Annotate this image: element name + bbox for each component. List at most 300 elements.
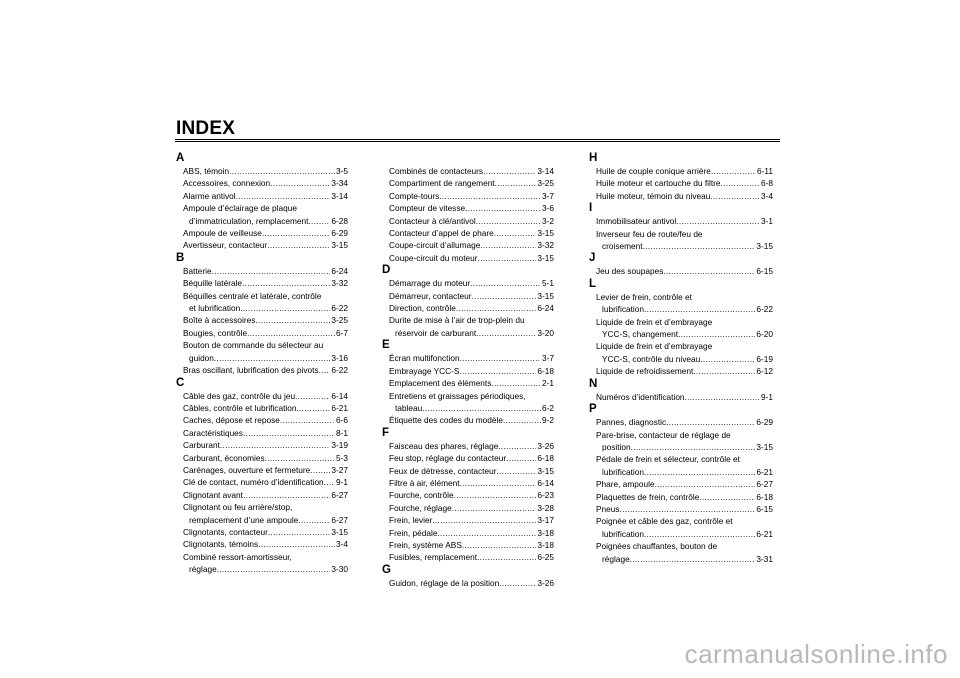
index-entry-text: Clignotant avant [183, 489, 243, 500]
dot-leader [503, 414, 541, 426]
index-entry-line [596, 416, 773, 428]
index-entry-text: Avertisseur, contacteur [183, 240, 268, 251]
index-page-number: 6-28 [331, 215, 348, 226]
index-entry-line [389, 202, 554, 214]
index-letter-heading: H [589, 152, 598, 164]
index-entry-line [183, 489, 348, 501]
dot-leader [298, 514, 330, 526]
index-entry [382, 190, 554, 202]
index-page-number: 3-15 [537, 252, 554, 263]
index-entry-line [389, 215, 554, 227]
index-entry [382, 365, 554, 377]
dot-leader [460, 477, 537, 489]
index-page-number: 3-15 [537, 290, 554, 301]
index-entry-line [183, 526, 348, 538]
index-page-number: 9-1 [761, 391, 773, 402]
index-entry-line [596, 365, 773, 377]
index-page-number: 6-18 [756, 491, 773, 502]
index-column-2 [382, 152, 554, 589]
dot-leader [495, 177, 537, 189]
index-entry-text: Poignée et câble des gaz, contrôle et [596, 516, 733, 527]
index-entry [589, 291, 773, 316]
index-entry-line [596, 190, 773, 202]
index-entry-text: Coupe-circuit d’allumage [389, 240, 481, 251]
index-entry-line [389, 577, 554, 589]
index-entry [382, 577, 554, 589]
index-entry-text: Caches, dépose et repose [183, 415, 280, 426]
index-entry [176, 464, 348, 476]
index-entry-text: réglage [189, 564, 217, 575]
index-entry [589, 515, 773, 540]
index-page-number: 6-24 [537, 303, 554, 314]
index-entry [589, 228, 773, 253]
index-entry [176, 190, 348, 202]
index-entry-line [183, 563, 348, 575]
index-page-number: 6-29 [331, 228, 348, 239]
index-entry-line [183, 165, 348, 177]
index-entry [176, 452, 348, 464]
index-entry [589, 316, 773, 341]
index-entry-line [596, 503, 773, 515]
index-entry [382, 290, 554, 302]
index-entry [176, 327, 348, 339]
index-entry [589, 365, 773, 377]
index-entry-line [183, 352, 348, 364]
index-entry [176, 265, 348, 277]
index-entry [176, 526, 348, 538]
index-page-number: 3-27 [331, 464, 348, 475]
index-entry [176, 427, 348, 439]
index-entry-text: Clignotant ou feu arrière/stop, [183, 502, 293, 513]
index-entry-text: Poignées chauffantes, bouton de [596, 541, 718, 552]
index-entry [382, 215, 554, 227]
index-entry-text: Batterie [183, 265, 212, 276]
index-entry [382, 502, 554, 514]
dot-leader [459, 365, 536, 377]
index-column-1 [176, 152, 348, 576]
index-page-number: 3-15 [331, 526, 348, 537]
dot-leader [465, 202, 541, 214]
title-rule [175, 139, 780, 142]
dot-leader [663, 265, 755, 277]
index-entry [176, 239, 348, 251]
index-entry [382, 489, 554, 501]
dot-leader [240, 302, 330, 314]
dot-leader [270, 177, 330, 189]
index-entry [589, 265, 773, 277]
index-entry-line [183, 402, 348, 414]
index-page-number: 3-2 [542, 215, 554, 226]
index-entry-line [183, 452, 348, 464]
index-page-number: 6-23 [537, 490, 554, 501]
index-letter-heading [382, 152, 554, 165]
dot-leader [255, 314, 330, 326]
index-entry-text: Béquille latérale [183, 278, 243, 289]
index-entry-line [183, 427, 348, 439]
index-entry-line [596, 340, 773, 352]
index-entry-text: Plaquettes de frein, contrôle [596, 491, 700, 502]
index-entry [589, 491, 773, 503]
index-entry-line [183, 514, 348, 526]
index-entry-line [596, 429, 773, 441]
dot-leader [721, 177, 760, 189]
index-entry-text: ABS, témoin [183, 166, 230, 176]
index-page-number: 6-8 [761, 178, 773, 189]
index-entry [176, 414, 348, 426]
index-entry-line [389, 252, 554, 264]
index-entry-text: tableau [395, 402, 423, 413]
index-page-number: 3-14 [537, 166, 554, 176]
index-entry [382, 440, 554, 452]
dot-leader [280, 414, 335, 426]
index-entry-line [596, 228, 773, 240]
index-page-number: 3-26 [537, 577, 554, 588]
index-entry-line [596, 240, 773, 252]
index-entry [589, 416, 773, 428]
index-entry [382, 314, 554, 339]
index-entry-text: Immobilisateur antivol [596, 216, 677, 227]
dot-leader [214, 352, 330, 364]
index-entry-line [596, 303, 773, 315]
index-entry-line [183, 364, 348, 376]
index-entry-line [389, 489, 554, 501]
index-page-number: 6-24 [331, 265, 348, 276]
index-entry [382, 165, 554, 177]
index-entry-line [389, 539, 554, 551]
index-entry-text: Jeu des soupapes [596, 266, 664, 277]
index-entry [176, 364, 348, 376]
dot-leader [676, 215, 760, 227]
index-entry-text: Embrayage YCC-S [389, 365, 460, 376]
dot-leader [666, 416, 755, 428]
index-entry [382, 239, 554, 251]
index-entry-text: réservoir de carburant [395, 327, 477, 338]
index-entry-line [596, 328, 773, 340]
index-entry [589, 478, 773, 490]
index-page-number: 6-6 [336, 415, 348, 426]
index-page-number: 3-7 [542, 190, 554, 201]
index-entry-line [596, 316, 773, 328]
index-entry-text: Bougies, contrôle [183, 327, 248, 338]
index-page-number: 3-15 [537, 228, 554, 239]
dot-leader [422, 402, 541, 414]
index-page-number: 3-18 [537, 527, 554, 538]
index-letter-heading: P [589, 403, 597, 416]
index-entry-line [183, 177, 348, 189]
index-entry-line [389, 302, 554, 314]
index-page-number: 6-19 [756, 353, 773, 364]
index-entry-text: Frein, levier [389, 515, 433, 526]
index-letter-heading: F [382, 426, 390, 439]
index-entry-line [183, 439, 348, 451]
index-entry [382, 390, 554, 415]
index-entry-text: Démarreur, contacteur [389, 290, 472, 301]
index-page-number: 6-29 [756, 417, 773, 428]
index-page-number: 3-1 [761, 216, 773, 227]
index-entry-text: Compte-tours [389, 190, 440, 201]
watermark: carmanualsonline.info [684, 639, 948, 669]
index-entry-text: Filtre à air, élément [389, 477, 460, 488]
index-entry-text: Fourche, réglage [389, 502, 452, 513]
index-entry [382, 465, 554, 477]
index-page-number: 6-7 [336, 327, 348, 338]
index-entry-text: Entretiens et graissages périodiques, [389, 390, 526, 401]
index-page-number: 6-18 [537, 453, 554, 464]
index-letter-heading: N [589, 377, 598, 390]
page-title: INDEX [176, 118, 236, 139]
index-page-number: 3-17 [537, 515, 554, 526]
index-entry-line [389, 352, 554, 364]
index-entry-line [183, 215, 348, 227]
index-entry-text: Carburant, économies [183, 452, 265, 463]
index-entry-line [596, 215, 773, 227]
index-entry-text: Combinés de contacteurs [389, 166, 484, 176]
index-entry [589, 340, 773, 365]
index-page-number: 6-27 [331, 514, 348, 525]
index-page-number: 6-25 [537, 552, 554, 563]
index-entry [382, 302, 554, 314]
index-entry-line [596, 353, 773, 365]
index-entry-text: Clé de contact, numéro d’identification [183, 477, 324, 488]
index-entry [382, 527, 554, 539]
index-entry-text: Frein, système ABS [389, 539, 462, 550]
index-entry-line [183, 314, 348, 326]
index-page-number: 3-16 [331, 352, 348, 363]
index-entry-text: Numéros d’identification [596, 391, 685, 402]
index-entry-text: Emplacement des éléments [389, 378, 492, 389]
dot-leader [310, 464, 330, 476]
index-page-number: 9-1 [336, 477, 348, 488]
dot-leader [494, 227, 537, 239]
index-entry-line [389, 390, 554, 402]
index-entry-line [389, 514, 554, 526]
index-entry [382, 252, 554, 264]
index-entry-text: Huile moteur et cartouche du filtre [596, 178, 721, 189]
index-entry-line [389, 227, 554, 239]
index-entry-text: Phare, ampoule [596, 479, 655, 490]
index-entry-line [596, 177, 773, 189]
index-entry-text: Guidon, réglage de la position [389, 577, 500, 588]
index-entry [589, 215, 773, 227]
dot-leader [700, 353, 755, 365]
index-page-number: 6-14 [537, 477, 554, 488]
index-entry-text: Boîte à accessoires [183, 315, 256, 326]
index-entry-text: Compartiment de rangement [389, 178, 495, 189]
index-entry [382, 352, 554, 364]
index-entry-text: Pneus [596, 503, 620, 514]
index-entry-line [596, 265, 773, 277]
index-page-number: 6-15 [756, 266, 773, 277]
index-entry-line [596, 515, 773, 527]
index-entry-text: Huile moteur, témoin du niveau [596, 190, 711, 201]
index-entry [589, 190, 773, 202]
index-entry [382, 202, 554, 214]
index-page-number: 5-1 [542, 278, 554, 289]
index-entry [589, 391, 773, 403]
index-entry-line [596, 453, 773, 465]
dot-leader [655, 478, 756, 490]
index-entry-line [183, 290, 348, 302]
index-entry-line [183, 464, 348, 476]
dot-leader [678, 328, 755, 340]
index-entry-line [389, 502, 554, 514]
dot-leader [644, 303, 755, 315]
index-entry-line [389, 277, 554, 289]
dot-leader [265, 452, 335, 464]
index-letter-heading: D [382, 264, 391, 277]
index-entry-line [596, 441, 773, 453]
index-page-number: 3-18 [537, 539, 554, 550]
index-page-number: 6-18 [537, 365, 554, 376]
index-page-number: 6-11 [757, 166, 773, 176]
index-entry-line [389, 177, 554, 189]
index-page-number: 3-31 [756, 553, 773, 564]
dot-leader [243, 427, 335, 439]
dot-leader [498, 440, 536, 452]
index-entry-text: Ampoule d’éclairage de plaque [183, 203, 297, 214]
dot-leader [295, 390, 330, 402]
dot-leader [308, 215, 330, 227]
index-entry [176, 165, 348, 177]
index-entry-line [183, 390, 348, 402]
index-entry-text: Béquilles centrale et latérale, contrôle [183, 290, 322, 301]
index-entry-text: Coupe-circuit du moteur [389, 252, 478, 263]
index-entry-line [389, 414, 554, 426]
index-entry-line [183, 551, 348, 563]
index-page-number: 6-21 [756, 528, 773, 539]
index-entry [382, 551, 554, 563]
index-entry-line [183, 414, 348, 426]
index-entry-text: Fusibles, remplacement [389, 552, 478, 563]
index-entry [176, 277, 348, 289]
index-entry-text: Compteur de vitesse [389, 203, 466, 214]
index-page-number: 6-12 [756, 366, 773, 377]
dot-leader [243, 489, 330, 501]
index-entry [176, 227, 348, 239]
index-page-number: 3-15 [331, 240, 348, 251]
index-entry-text: réglage [602, 553, 630, 564]
dot-leader [456, 302, 537, 314]
index-entry [589, 165, 773, 177]
index-entry-text: Clignotants, contacteur [183, 526, 268, 537]
index-entry-line [389, 477, 554, 489]
index-entry-text: remplacement d’une ampoule [189, 514, 299, 525]
index-entry [176, 290, 348, 315]
index-letter-heading: C [176, 376, 185, 389]
index-entry-text: Ampoule de veilleuse [183, 228, 262, 239]
index-entry-text: YCC-S, contrôle du niveau [602, 353, 701, 364]
dot-leader [480, 239, 536, 251]
index-letter-heading: E [382, 339, 390, 352]
index-entry [176, 339, 348, 364]
index-entry [589, 453, 773, 478]
index-page-number: 3-15 [756, 441, 773, 452]
index-entry [382, 377, 554, 389]
index-letter-heading: L [589, 277, 597, 290]
index-entry-text: Écran multifonction [389, 353, 460, 364]
dot-leader [620, 503, 756, 515]
index-entry-line [389, 290, 554, 302]
index-page-number: 3-25 [331, 315, 348, 326]
index-page-number: 3-6 [542, 203, 554, 214]
index-entry-text: Contacteur d’appel de phare [389, 228, 494, 239]
index-entry-text: Pédale de frein et sélecteur, contrôle et [596, 454, 740, 465]
index-letter-heading: B [176, 251, 185, 264]
index-entry-text: Bras oscillant, lubrification des pivots [183, 365, 319, 376]
index-entry-text: Pare-brise, contacteur de réglage de [596, 429, 731, 440]
index-entry-text: Étiquette des codes du modèle [389, 415, 503, 426]
index-entry-text: Huile de couple conique arrière [596, 166, 711, 176]
dot-leader [476, 327, 536, 339]
index-entry-line [596, 291, 773, 303]
index-entry [176, 402, 348, 414]
dot-leader [478, 252, 537, 264]
dot-leader [242, 277, 330, 289]
index-entry-line [389, 527, 554, 539]
index-letter-heading: J [589, 252, 596, 265]
index-entry-text: Fourche, contrôle [389, 490, 454, 501]
index-page-number: 3-25 [537, 178, 554, 189]
index-entry-text: Feux de détresse, contacteur [389, 465, 497, 476]
index-entry-line [596, 528, 773, 540]
index-entry-line [183, 265, 348, 277]
index-page-number: 6-2 [542, 402, 554, 413]
dot-leader [710, 190, 760, 202]
index-entry [589, 540, 773, 565]
index-page-number: 3-20 [537, 327, 554, 338]
index-entry-line [389, 365, 554, 377]
index-page-number: 6-27 [331, 489, 348, 500]
index-entry-text: Carénages, ouverture et fermeture [183, 464, 311, 475]
index-page-number: 3-28 [537, 502, 554, 513]
index-entry-line [183, 277, 348, 289]
index-column-3 [589, 152, 773, 565]
index-entry [176, 501, 348, 526]
index-entry-text: Clignotants, témoins [183, 539, 259, 550]
index-page-number: 6-22 [331, 365, 348, 376]
index-page-number: 3-5 [336, 166, 348, 176]
dot-leader [699, 491, 755, 503]
dot-leader [644, 528, 755, 540]
dot-leader [476, 215, 541, 227]
index-page-number: 6-22 [756, 304, 773, 315]
index-page-number: 5-3 [336, 452, 348, 463]
index-entry-line [389, 440, 554, 452]
index-entry-text: Feu stop, réglage du contacteur [389, 453, 507, 464]
index-entry-line [389, 314, 554, 326]
index-page-number: 3-7 [542, 353, 554, 364]
dot-leader [262, 227, 331, 239]
index-entry-text: lubrification [602, 528, 644, 539]
dot-leader [685, 391, 760, 403]
index-entry-text: et lubrification [189, 303, 241, 314]
index-entry-text: Direction, contrôle [389, 303, 456, 314]
index-entry-line [183, 202, 348, 214]
index-entry-text: Pannes, diagnostic [596, 417, 667, 428]
index-entry-line [389, 452, 554, 464]
index-page-number: 6-21 [331, 402, 348, 413]
index-entry-line [389, 165, 554, 177]
index-page-number: 9-2 [542, 415, 554, 426]
index-entry-text: Démarrage du moteur [389, 278, 471, 289]
index-entry-line [389, 402, 554, 414]
index-entry-line [389, 239, 554, 251]
dot-leader [506, 452, 536, 464]
index-entry-line [596, 553, 773, 565]
index-entry-line [596, 391, 773, 403]
index-entry-text: Liquide de frein et d’embrayage [596, 316, 713, 327]
index-entry-line [389, 190, 554, 202]
